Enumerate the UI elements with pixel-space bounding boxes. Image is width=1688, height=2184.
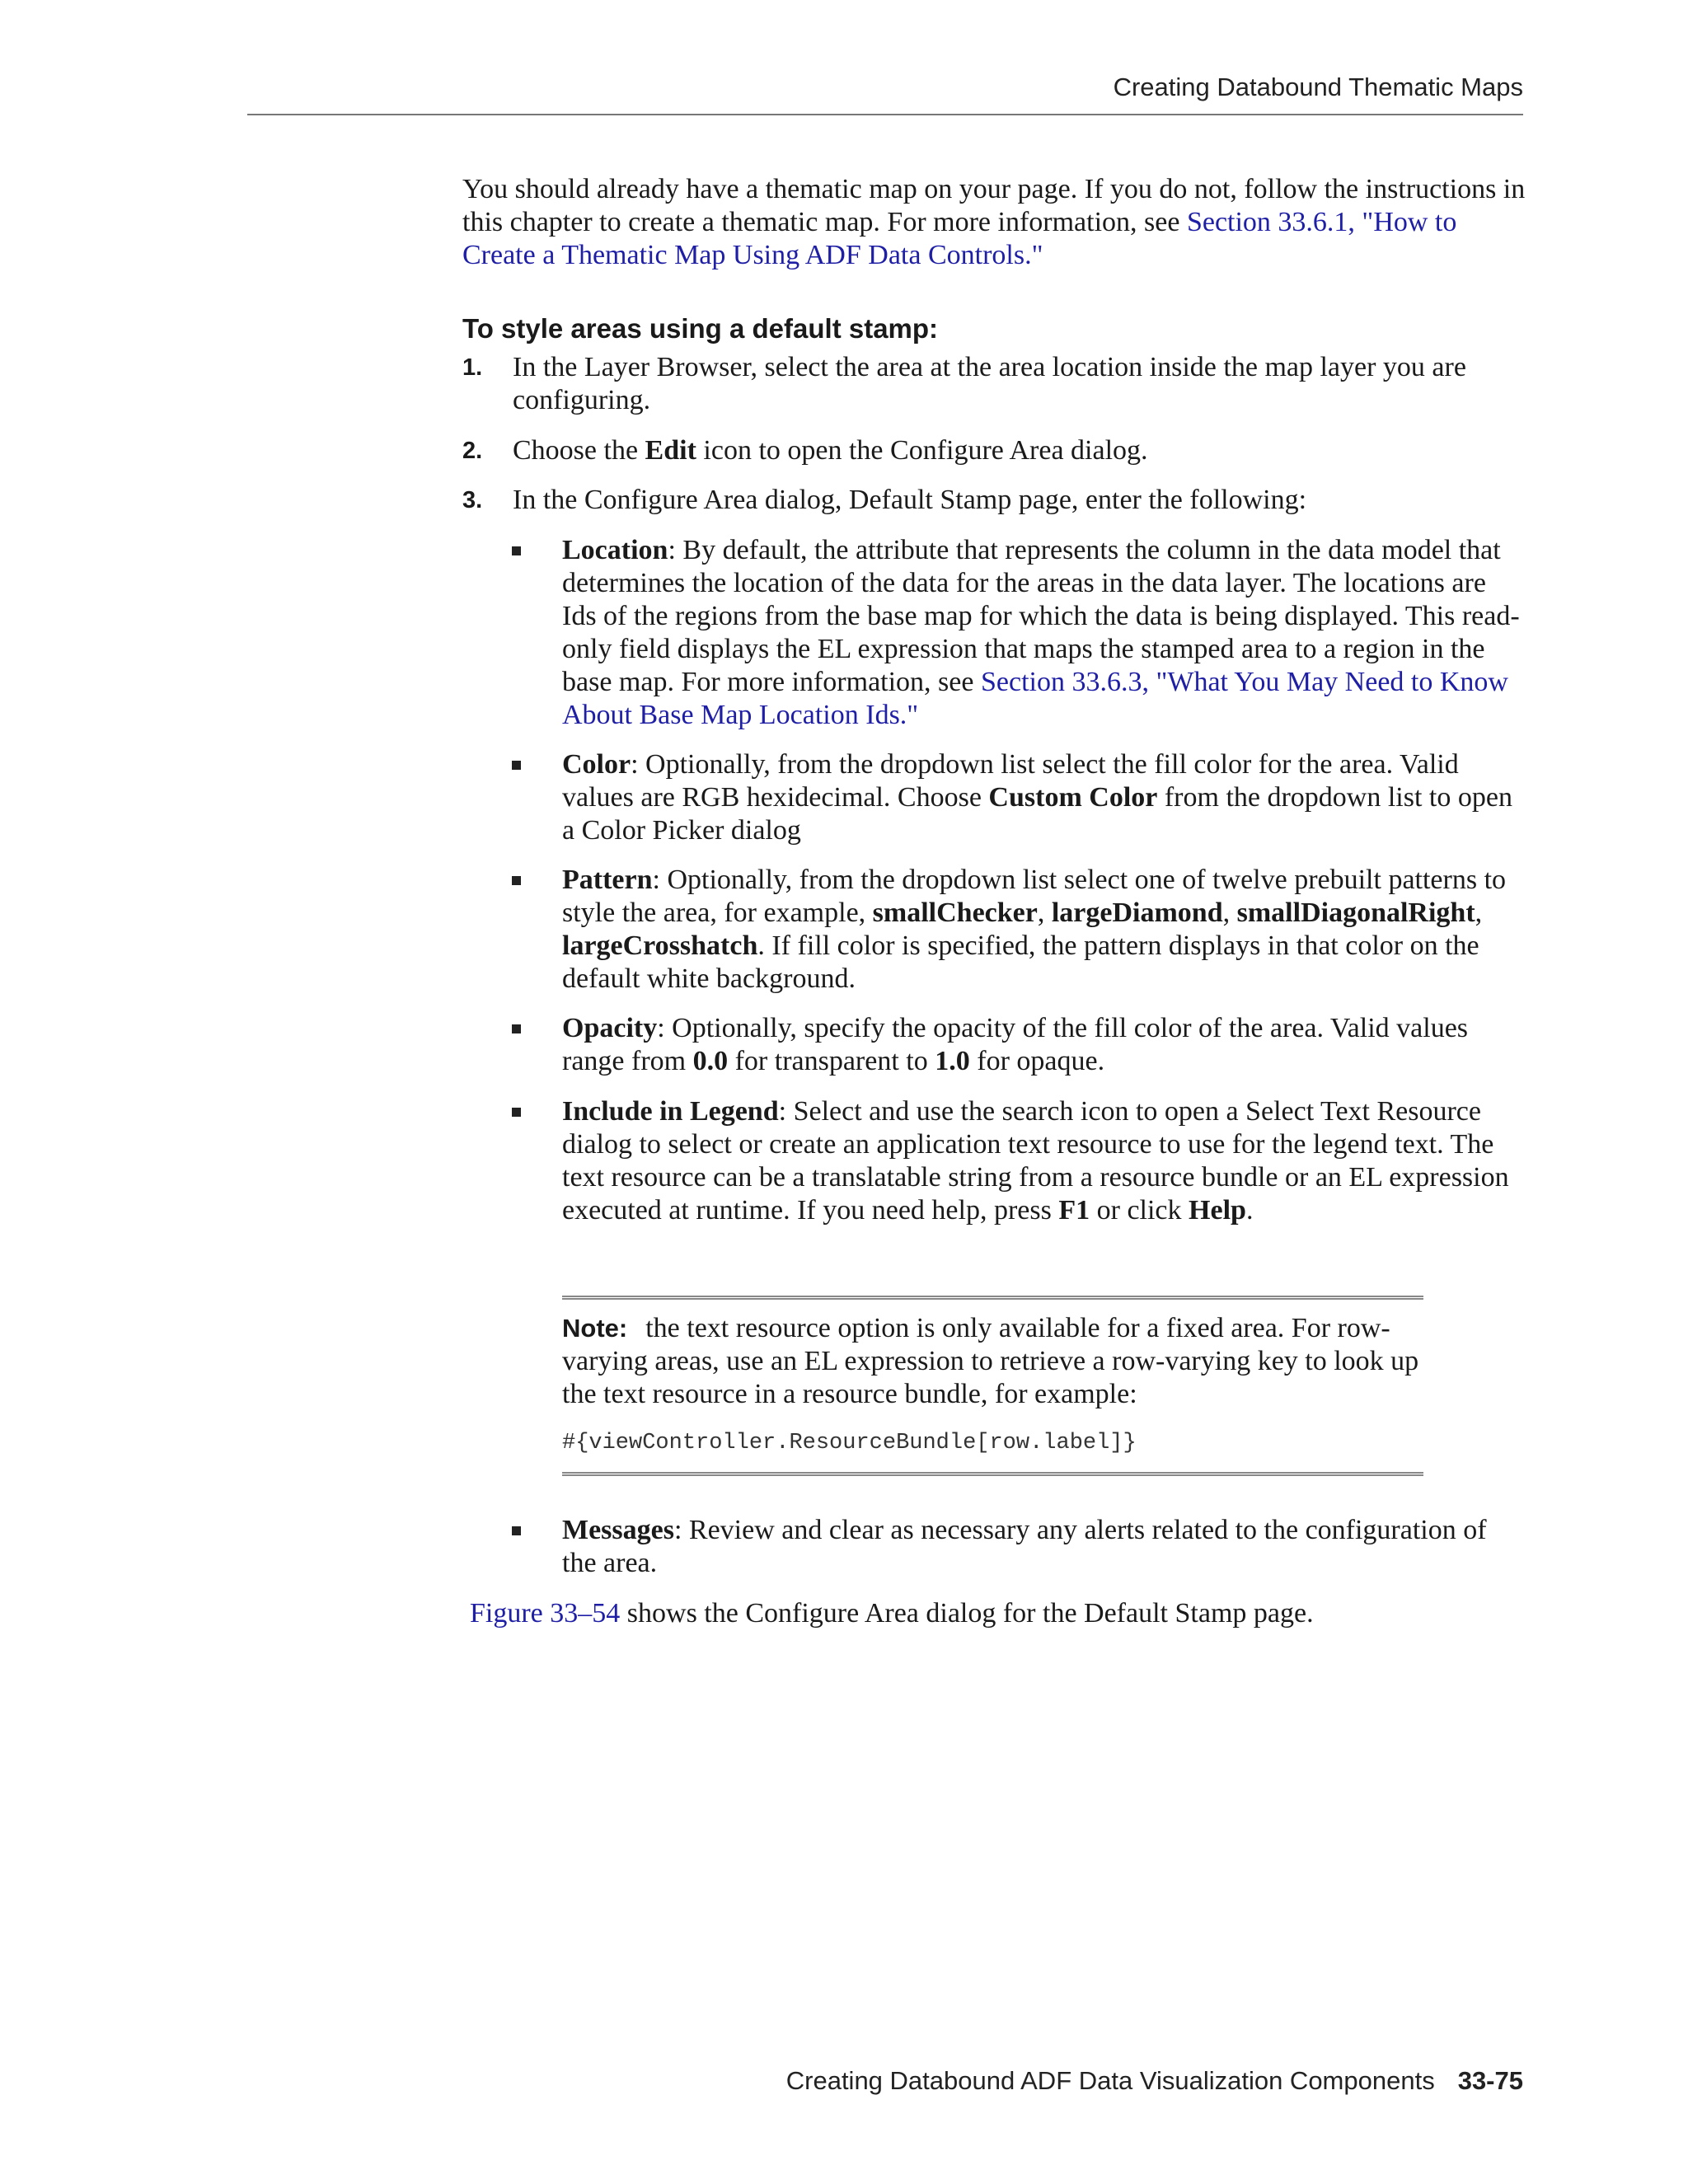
running-header: Creating Databound Thematic Maps: [1113, 73, 1523, 101]
step-number: 2.: [462, 438, 483, 464]
bullet-term: Location: [562, 535, 668, 565]
bullet-square-icon: [512, 1526, 521, 1535]
step-number: 3.: [462, 487, 483, 513]
step-text: Choose the Edit icon to open the Configure Area dialog.: [513, 435, 1148, 466]
section-link-33-6-1[interactable]: Section 33.6.1, "How to Create a Thematic Map Using ADF Data Controls.": [462, 207, 1457, 270]
bullet-term: Pattern: [562, 865, 653, 895]
note-label: Note:: [562, 1314, 628, 1343]
bullet-text: Location: By default, the attribute that represents the column in the data model that determines the location of the data for the areas in the data layer. The locations are Ids of the regions from the base map for which the data is being displayed. This read-only field displays the EL expression that maps the stamped area to a region in the base map. For more information, see Section 33.6.3, "What You May Need to Know About Base Map Location Ids.": [562, 535, 1520, 730]
bullet-text: Include in Legend: Select and use the search icon to open a Select Text Resource dialog to select or create an application text resource to use for the legend text. The text resource can be a translatable string from a resource bundle or an EL expression executed at runtime. If you need help, press F1 or click Help.: [562, 1096, 1509, 1226]
bullet-color: [512, 748, 1526, 847]
bullet-square-icon: [512, 1024, 521, 1033]
procedure-heading: To style areas using a default stamp:: [462, 313, 939, 344]
bullet-square-icon: [512, 876, 521, 885]
bullet-square-icon: [512, 761, 521, 770]
step-1: [462, 351, 1526, 417]
bullet-include-in-legend: [512, 1095, 1526, 1227]
bullet-messages: [512, 1514, 1526, 1580]
bullet-square-icon: [512, 546, 521, 555]
bullet-location: [512, 534, 1526, 732]
section-link-33-6-3[interactable]: Section 33.6.3, "What You May Need to Know About Base Map Location Ids.": [562, 667, 1508, 730]
note-code-sample: #{viewController.ResourceBundle[row.label]}: [562, 1431, 1137, 1455]
step-3: [462, 484, 1526, 517]
bullet-opacity: [512, 1012, 1526, 1078]
step-2: [462, 434, 1526, 467]
closing-paragraph: Figure 33–54 shows the Configure Area dialog for the Default Stamp page.: [470, 1598, 1314, 1629]
bullet-term: Color: [562, 749, 631, 780]
bullet-pattern: [512, 864, 1526, 996]
note-rule-bottom: [562, 1472, 1423, 1476]
note-rule-top: [562, 1296, 1423, 1300]
note-box: [562, 1296, 1423, 1481]
step-number: 1.: [462, 354, 483, 381]
bullet-text: Color: Optionally, from the dropdown list select the fill color for the area. Valid values are RGB hexidecimal. Choose Custom Color from the dropdown list to open a Color Picker dialog: [562, 749, 1512, 846]
bullet-text: Pattern: Optionally, from the dropdown list select one of twelve prebuilt patterns to style the area, for example, smallChecker, largeDiamond, smallDiagonalRight, largeCrosshatch. If fill color is specified, the pattern displays in that color on the default white background.: [562, 865, 1507, 994]
bullet-term: Include in Legend: [562, 1096, 779, 1127]
intro-text: You should already have a thematic map on your page. If you do not, follow the instructions in this chapter to create a thematic map. For more information, see: [462, 174, 1526, 237]
edit-term: Edit: [645, 435, 696, 466]
bullet-square-icon: [512, 1108, 521, 1117]
bullet-term: Messages: [562, 1515, 674, 1545]
note-text: Note: the text resource option is only available for a fixed area. For row-varying areas, use an EL expression to retrieve a row-varying key to look up the text resource in a resource bundle, for example:: [562, 1313, 1419, 1409]
bullet-text: Messages: Review and clear as necessary any alerts related to the configuration of the area.: [562, 1515, 1487, 1578]
header-rule: [247, 114, 1523, 115]
intro-paragraph: [462, 173, 1526, 272]
bullet-text: Opacity: Optionally, specify the opacity of the fill color of the area. Valid values range from 0.0 for transparent to 1.0 for opaque.: [562, 1013, 1469, 1076]
figure-link-33-54[interactable]: Figure 33–54: [470, 1598, 621, 1629]
step-text: In the Configure Area dialog, Default Stamp page, enter the following:: [513, 485, 1307, 515]
page-number: 33-75: [1457, 2066, 1523, 2095]
step-text: In the Layer Browser, select the area at the area location inside the map layer you are configuring.: [513, 352, 1466, 415]
footer-book-title: Creating Databound ADF Data Visualization Components: [785, 2066, 1435, 2095]
bullet-term: Opacity: [562, 1013, 658, 1043]
page-footer: [247, 2066, 1523, 2096]
